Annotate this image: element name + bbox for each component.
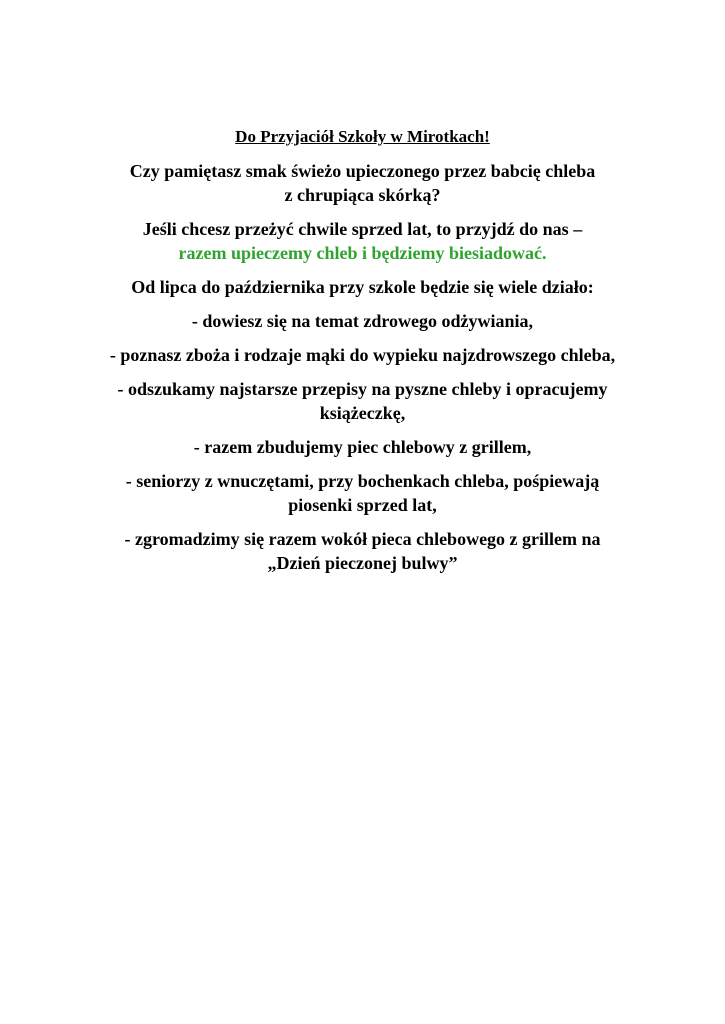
list-item-line-1: - seniorzy z wnuczętami, przy bochenkach chleba, pośpiewają xyxy=(125,471,600,491)
list-item xyxy=(60,527,665,575)
list-item xyxy=(60,309,665,333)
intro-paragraph: Od lipca do października przy szkole będzie się wiele działo: xyxy=(131,277,594,297)
list-item-line-2: „Dzień pieczonej bulwy” xyxy=(267,553,458,573)
invite-highlight-line: razem upieczemy chleb i będziemy biesiadować. xyxy=(178,243,547,263)
list-item xyxy=(60,469,665,517)
question-paragraph xyxy=(60,159,665,207)
question-line-1: Czy pamiętasz smak świeżo upieczonego przez babcię chleba xyxy=(129,161,596,181)
list-item-line-1: - dowiesz się na temat zdrowego odżywiania, xyxy=(191,311,534,331)
list-item-line-1: - razem zbudujemy piec chlebowy z grillem, xyxy=(193,437,532,457)
document-content xyxy=(60,126,665,585)
invite-line-1: Jeśli chcesz przeżyć chwile sprzed lat, to przyjdź do nas – xyxy=(142,219,583,239)
list-item xyxy=(60,377,665,425)
list-item-line-1: - poznasz zboża i rodzaje mąki do wypieku najzdrowszego chleba, xyxy=(109,345,616,365)
list-item-line-1: - zgromadzimy się razem wokół pieca chlebowego z grillem na xyxy=(124,529,601,549)
list-item-line-2: piosenki sprzed lat, xyxy=(288,495,437,515)
list-item xyxy=(60,343,665,367)
document-title: Do Przyjaciół Szkoły w Mirotkach! xyxy=(235,127,490,146)
list-item-line-1: - odszukamy najstarsze przepisy na pyszne chleby i opracujemy xyxy=(117,379,608,399)
list-item xyxy=(60,435,665,459)
invite-paragraph xyxy=(60,217,665,265)
list-item-line-2: książeczkę, xyxy=(319,403,406,423)
question-line-2: z chrupiąca skórką? xyxy=(284,185,441,205)
